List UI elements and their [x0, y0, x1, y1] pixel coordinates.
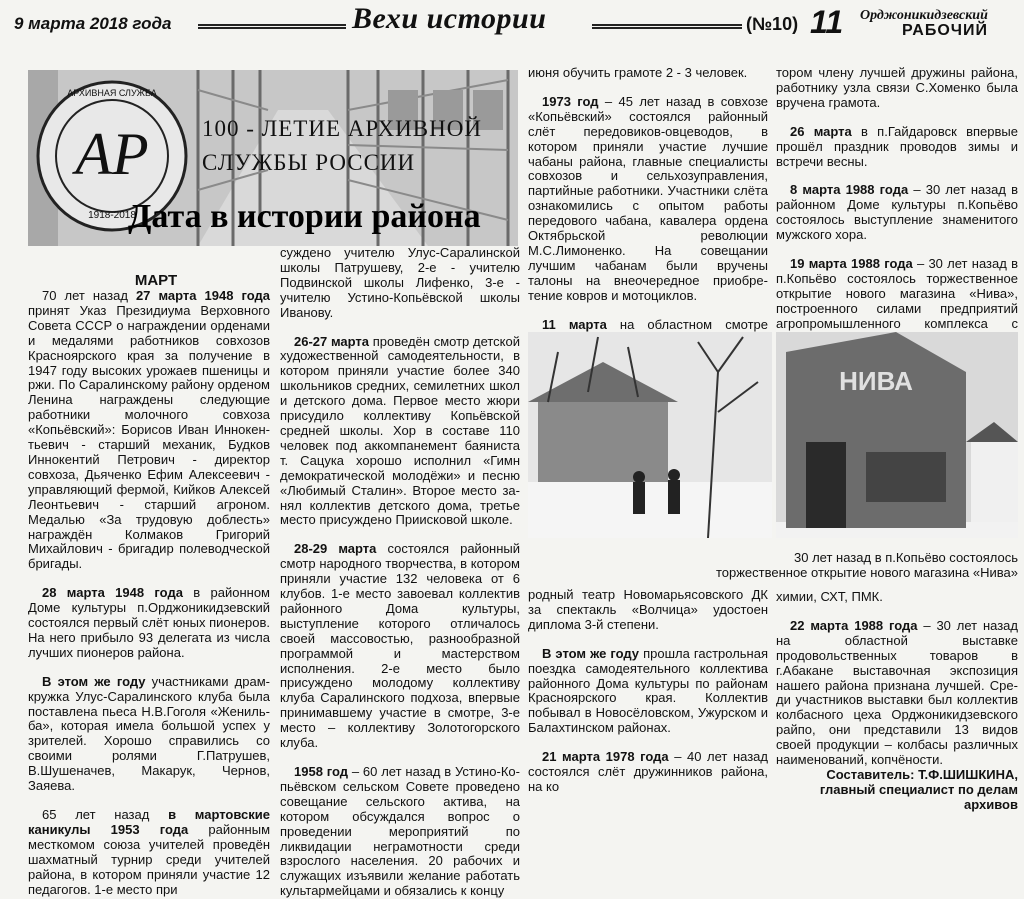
banner-line-2: СЛУЖБЫ РОССИИ	[202, 150, 416, 175]
issue-date: 9 марта 2018 года	[14, 14, 172, 33]
paragraph: 8 марта 1988 года – 30 лет назад в районном Доме культуры п.Копьёво состоялось выступление знаменитого мужского хора.	[776, 182, 1018, 243]
caption-line-1: 30 лет назад в п.Копьёво состоялось	[794, 550, 1018, 565]
niva-store-photo	[776, 332, 1018, 538]
paragraph: 26 марта в п.Гайдаровск впервые прошёл праздник проводов зимы и встречи весны.	[776, 123, 1018, 169]
photo-caption	[528, 550, 1018, 580]
paragraph: В этом же году участниками драмкружка Улус-Саралинского клуба была поставлена пьеса Н.В.Гоголя «Женильба», которая имела большой успех у зрителей. Хорошо справились со своими ролями Г.Патрушев, В.Шушеначев, Макарук, Чернов, Заяева.	[28, 673, 270, 794]
issue-number: (№10)	[746, 14, 799, 34]
paragraph: 26-27 марта проведён смотр детской художественной самодеятельности, в котором приняли участие более 340 школьников средних, семилетних школ и детского дома. Первое место жюри присудило коллективу Копьёвской средней школы. Хор в составе 110 человек под аккомпанемент баяниста т. Сацука хорошо исполнил «Гимн демократической молодёжи» и песню «Любимый Сталин». Второе место занял коллектив детского дома, третье место присуждено Приисковой школе.	[280, 333, 520, 528]
paragraph: 1958 год – 60 лет назад в Устино-Копьёвском сельском Совете проведено совещание сельского актива, на котором обсуждался вопрос о проведении мероприятий по ликвидации неграмотности среди взрослого населения. 20 рабочих и служащих изъявили желание работать культармейцами и обязались к концу	[280, 764, 521, 899]
paragraph: 65 лет назад в мартовские каникулы 1953 года районным месткомом союза учителей проведён шахматный турнир среди учителей района, в котором приняли участие 12 педагогов. 1-е место при	[28, 807, 270, 897]
paragraph: 28 марта 1948 года в районном Доме культуры п.Орджоникидзевский состоялся первый слёт юных пионеров. На него прибыло 93 делегата из числа лучших пионеров района.	[28, 585, 270, 660]
masthead-rule-right	[592, 24, 742, 29]
month-heading: МАРТ	[134, 272, 178, 289]
newspaper-name-line2: РАБОЧИЙ	[902, 22, 989, 39]
svg-text:АР: АР	[75, 121, 149, 187]
paragraph: тором члену лучшей дружины района, работнику узла связи С.Хоменко была вручена грамота.	[776, 65, 1018, 110]
newspaper-name-line1: Орджоникидзевский	[860, 8, 988, 23]
author-signature: Составитель: Т.Ф.ШИШКИНА,	[826, 766, 1018, 782]
paragraph: 28-29 марта состоялся районный смотр народного творчества, в котором приняли участие 132 человека от 6 клубов. 1-е место завоевал коллектив районного Дома культуры, выступление которого отличалось своей массовостью, разнообразной программой и мастерством исполнения. 2-е место было присуждено молодому коллективу клуба Саралинского подхоза, впервые принимавшему участие в смотре, 3-е место – коллективу Золотогорского клуба.	[280, 541, 521, 751]
niva-store-image	[776, 332, 1018, 538]
store-sign: НИВА	[839, 366, 913, 396]
article-headline: Дата в истории района	[128, 198, 481, 235]
paragraph: июня обучить грамоте 2 - 3 человек.	[528, 65, 748, 80]
text-column-4	[776, 66, 1018, 347]
paragraph: 11 марта на областном смотре	[542, 316, 768, 332]
text-column-2	[280, 246, 520, 899]
text-column-3-bottom	[528, 588, 768, 795]
paragraph: В этом же году прошла гастрольная поездка самодеятельного коллектива районного Дома культуры по районам Красноярского края. Коллектив побывал в Новосёловском, Ужурском и Балахтинском районах.	[528, 645, 768, 736]
page-number: 11	[810, 4, 844, 40]
svg-text:АРХИВНАЯ СЛУЖБА: АРХИВНАЯ СЛУЖБА	[67, 88, 157, 98]
paragraph: 1973 год – 45 лет назад в совхозе «Копьёвский» состоялся районный слёт передовиков-овцеводов, в котором приняли участие лучшие чабаны района, главные специалисты совхозов и сельхозуправления, партийные работники. Участники слёта ознакомились с опытом работы передового чабана, кавалера ордена Октябрьской революции М.С.Лимоненко. На совещании лучшим чабанам были вручены талоны на внеочередное приобретение ковров и мотоциклов.	[528, 93, 768, 303]
paragraph: суждено учителю Улус-Саралинской школы Патрушеву, 2-е - учителю Подвинской школы Лифенко, 3-е - учителю Устино-Копьёвской школы Иванову.	[280, 245, 520, 320]
masthead	[0, 0, 1024, 44]
article-banner	[28, 70, 518, 246]
winter-street-photo	[528, 332, 772, 538]
caption-line-2: торжественное открытие нового магазина «Нива»	[715, 565, 1018, 580]
paragraph: родный театр Новомарьясовского ДК за спектакль «Волчица» удостоен диплома 3-й степени.	[528, 587, 768, 632]
paragraph: 19 марта 1988 года – 30 лет назад в п.Копьёво состоялось торжественное открытие нового магазина «Нива», построенного силами предприятий агропромышленного комплекса с	[776, 256, 1018, 331]
paragraph: 21 марта 1978 года – 40 лет назад состоялся слёт дружинников района, на ко	[528, 749, 768, 794]
paragraph: 70 лет назад 27 марта 1948 года принят Указ Президиума Верховного Совета СССР о награждении орденами и медалями работников совхозов Красноярского края за получение в 1947 году высоких урожаев пшеницы и ржи. По Саралинскому району орденом Ленина награждены следующие работники молочного совхоза «Копьёвский»: Борисов Иван Иннокентьевич - старший механик, Будков Иннокентий Петрович - директор совхоза, Дьяченко Ефим Алексеевич - управляющий фермой, Кийков Алексей Леонтьевич - старший агроном. Медалью «За трудовую доблесть» награждён Колмаков Григорий Михайлович - бригадир полеводческой бригады.	[28, 288, 270, 572]
author-title: главный специалист по делам архивов	[819, 781, 1018, 812]
section-title: Вехи истории	[352, 2, 547, 35]
paragraph: 22 марта 1988 года – 30 лет назад на областной выставке продовольственных товаров в г.Абакане выставочная экспозиция нашего района признана лучшей. Среди участников выставки был коллектив колбасного цеха Орджоникидзевского райпо, они представили 13 видов своей продукции – колбасы различных наименований, копчёности.	[776, 617, 1018, 768]
winter-street-image	[528, 332, 772, 538]
text-column-4-bottom	[776, 590, 1018, 813]
text-column-1	[28, 272, 270, 897]
paragraph: химии, СХТ, ПМК.	[776, 589, 883, 604]
masthead-rule-left	[198, 24, 346, 29]
banner-line-1: 100 - ЛЕТИЕ АРХИВНОЙ	[202, 116, 482, 141]
svg-text:1918-2018: 1918-2018	[88, 210, 136, 221]
